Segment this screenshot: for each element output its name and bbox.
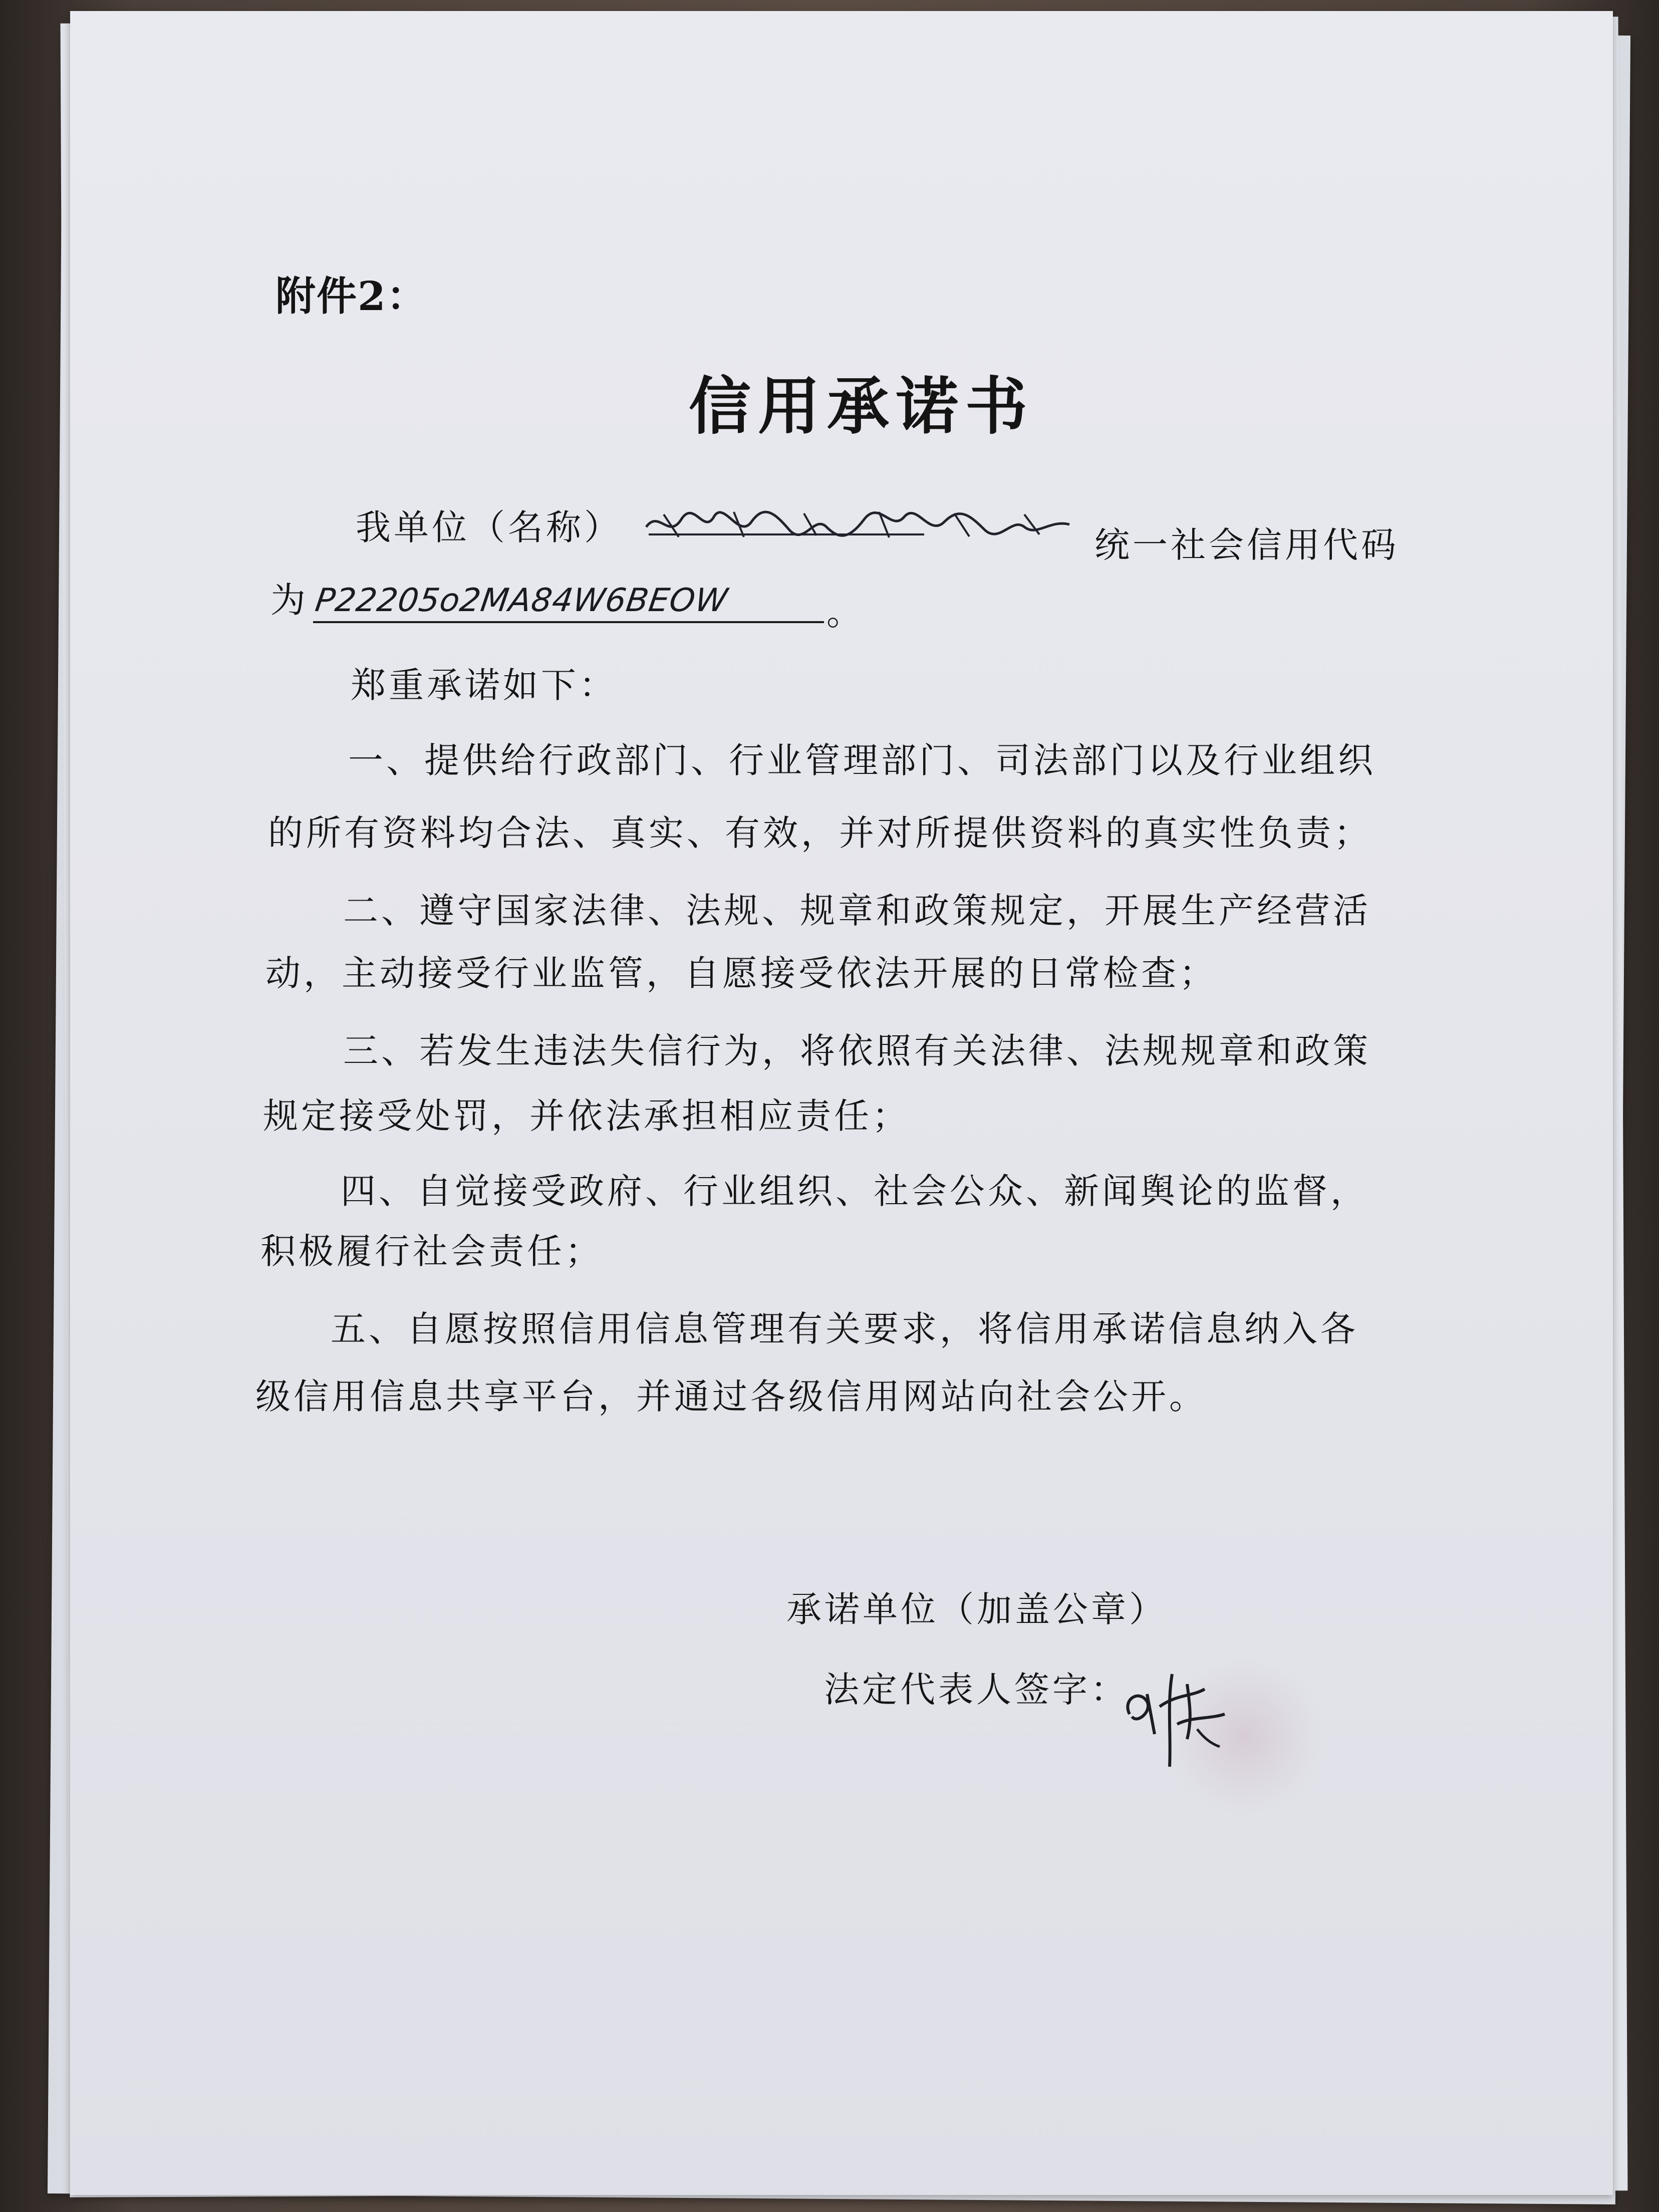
item-5-line-2: 级信用信息共享平台，并通过各级信用网站向社会公开。 (255, 1376, 1207, 1417)
item-4-line-1: 四、自觉接受政府、行业组织、社会公众、新闻舆论的监督， (341, 1171, 1368, 1212)
credit-pledge-page (70, 11, 1613, 2195)
intro-prefix: 我单位（名称） (356, 507, 622, 548)
code-end: 。 (826, 592, 865, 633)
code-prefix: 为 (270, 580, 309, 621)
pledge-heading: 郑重承诺如下： (351, 665, 617, 706)
item-1-line-1: 一、提供给行政部门、行业管理部门、司法部门以及行业组织 (348, 740, 1376, 781)
item-1-line-2: 的所有资料均合法、真实、有效，并对所提供资料的真实性负责； (268, 812, 1372, 854)
item-5-line-1: 五、自愿按照信用信息管理有关要求，将信用承诺信息纳入各 (331, 1308, 1358, 1349)
unit-name-scribble-icon (644, 504, 1074, 544)
credit-code-handwritten: P22205o2MA84W6BEOW (313, 582, 730, 619)
item-4-line-2: 积极履行社会责任； (260, 1231, 603, 1272)
attachment-label: 附件2： (275, 272, 428, 320)
document-title: 信用承诺书 (688, 370, 1034, 443)
sign-unit-label: 承诺单位（加盖公章） (786, 1589, 1167, 1630)
intro-suffix: 统一社会信用代码 (1094, 524, 1399, 566)
item-2-line-2: 动，主动接受行业监管，自愿接受依法开展的日常检查； (265, 953, 1217, 994)
code-underline (313, 621, 824, 623)
handwritten-unit-name (644, 504, 1074, 544)
signature-icon (1112, 1659, 1262, 1776)
item-3-line-1: 三、若发生违法失信行为，将依照有关法律、法规规章和政策 (343, 1030, 1371, 1071)
legal-rep-label: 法定代表人签字： (824, 1669, 1129, 1710)
item-3-line-2: 规定接受处罚，并依法承担相应责任； (263, 1095, 910, 1137)
item-2-line-1: 二、遵守国家法律、法规、规章和政策规定，开展生产经营活 (343, 890, 1371, 931)
